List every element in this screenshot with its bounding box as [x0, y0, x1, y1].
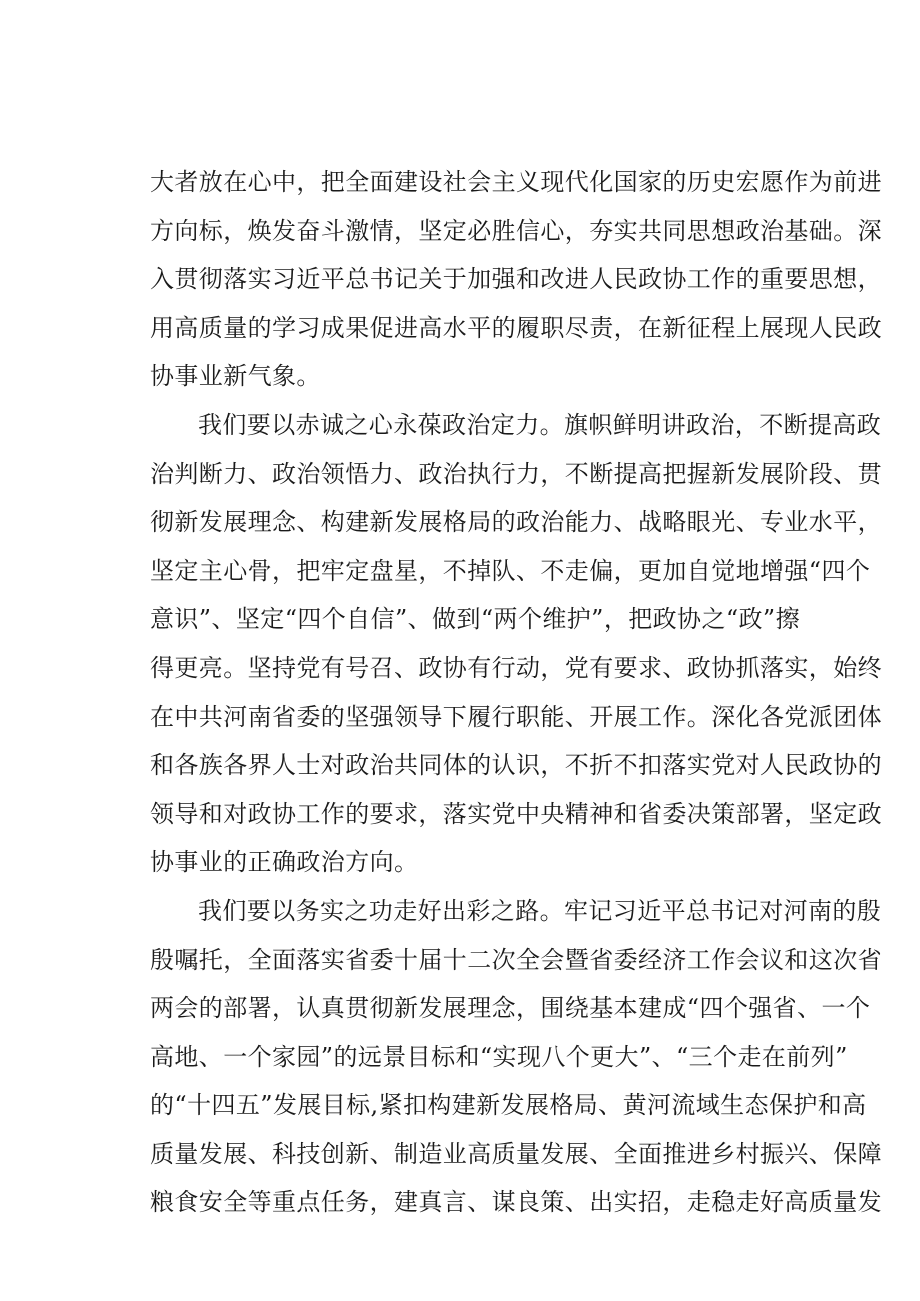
text-line: 入贯彻落实习近平总书记关于加强和改进人民政协工作的重要思想，	[150, 265, 882, 294]
text-line: 粮食安全等重点任务，建真言、谋良策、出实招，走稳走好高质量发	[150, 1188, 882, 1217]
text-line: 协事业新气象。	[150, 362, 321, 391]
text-line: 意识”、坚定“四个自信”、做到“两个维护”，把政协之“政”擦	[150, 605, 800, 634]
text-line: 大者放在心中，把全面建设社会主义现代化国家的历史宏愿作为前进	[150, 168, 882, 196]
paragraph-first-line: 我们要以务实之功走好出彩之路。牢记习近平总书记对河南的殷	[198, 896, 882, 925]
body-text	[150, 158, 882, 1227]
text-line: 的“十四五”发展目标,紧扣构建新发展格局、黄河流域生态保护和高	[150, 1091, 867, 1120]
text-line: 质量发展、科技创新、制造业高质量发展、全面推进乡村振兴、保障	[150, 1139, 882, 1168]
text-line: 得更亮。坚持党有号召、政协有行动，党有要求、政协抓落实，始终	[150, 653, 882, 682]
text-line: 领导和对政协工作的要求，落实党中央精神和省委决策部署，坚定政	[150, 799, 882, 828]
text-line: 用高质量的学习成果促进高水平的履职尽责，在新征程上展现人民政	[150, 313, 882, 342]
text-line: 两会的部署，认真贯彻新发展理念，围绕基本建成“四个强省、一个	[150, 994, 871, 1023]
text-line: 治判断力、政治领悟力、政治执行力，不断提高把握新发展阶段、贯	[150, 459, 882, 488]
text-line: 和各族各界人士对政治共同体的认识，不折不扣落实党对人民政协的	[150, 751, 882, 780]
text-line: 协事业的正确政治方向。	[150, 848, 419, 877]
text-line: 方向标，焕发奋斗激情，坚定必胜信心，夯实共同思想政治基础。深	[150, 216, 882, 245]
text-line: 彻新发展理念、构建新发展格局的政治能力、战略眼光、专业水平，	[150, 508, 882, 537]
text-line: 在中共河南省委的坚强领导下履行职能、开展工作。深化各党派团体	[150, 702, 882, 731]
paragraph-first-line: 我们要以赤诚之心永葆政治定力。旗帜鲜明讲政治，不断提高政	[198, 410, 882, 439]
text-line: 殷嘱托，全面落实省委十届十二次全会暨省委经济工作会议和这次省	[150, 945, 882, 974]
text-line: 高地、一个家园”的远景目标和“实现八个更大”、“三个走在前列”	[150, 1042, 848, 1071]
text-line: 坚定主心骨，把牢定盘星，不掉队、不走偏，更加自觉地增强“四个	[150, 556, 871, 585]
